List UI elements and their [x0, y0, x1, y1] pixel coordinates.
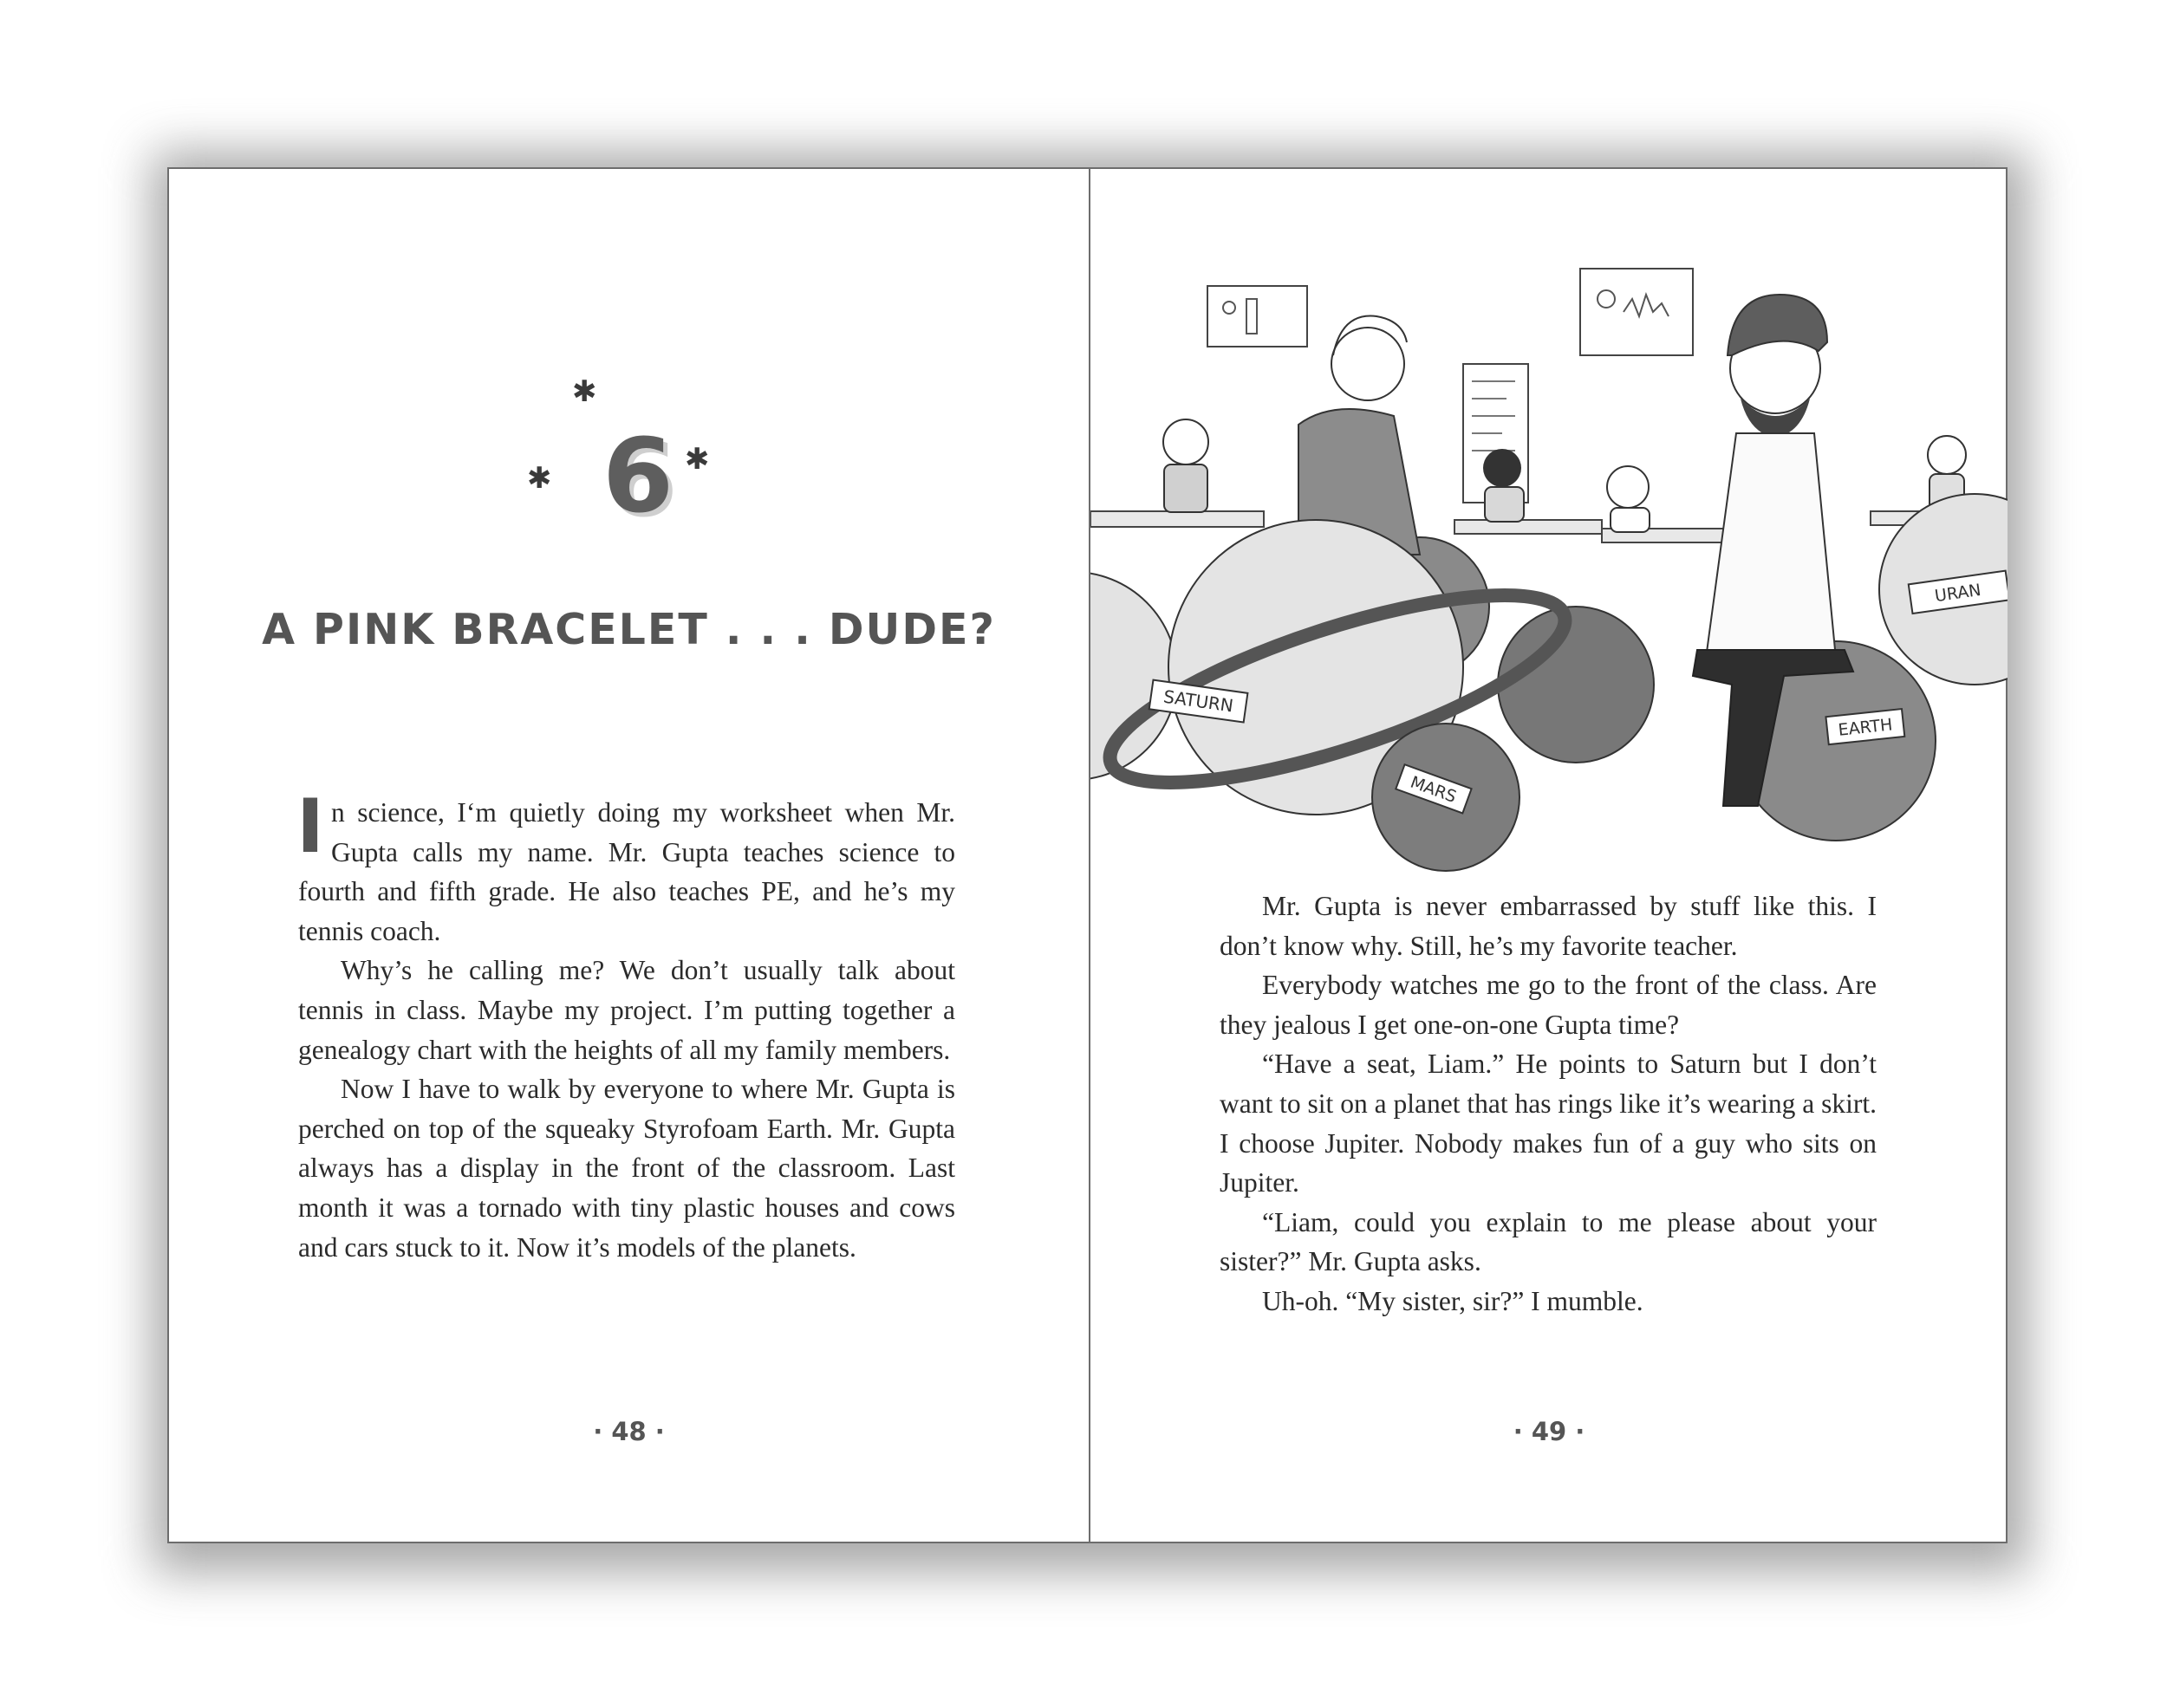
- paragraph: Mr. Gupta is never embarrassed by stuff like this. I don’t know why. Still, he’s my favorite teacher.: [1220, 891, 1877, 961]
- paragraph: Uh-oh. “My sister, sir?” I mumble.: [1262, 1285, 1643, 1316]
- left-page: [169, 169, 1089, 1542]
- earth-label: EARTH: [1837, 715, 1894, 740]
- left-body-text: [296, 783, 955, 1267]
- star-icon: ✱: [572, 374, 597, 409]
- student-head: [1163, 419, 1208, 464]
- star-icon: ✱: [685, 442, 710, 477]
- paragraph: Why’s he calling me? We don’t usually talk about tennis in class. Maybe my project. I’m putting together a genealogy chart with the heights of all my family members.: [298, 955, 955, 1065]
- right-body-text: [1220, 886, 1877, 1322]
- page-number: · 49 ·: [1513, 1417, 1585, 1446]
- paragraph: In science, I‘m quietly doing my worksheet when Mr. Gupta calls my name. Mr. Gupta teaches science to fourth and fifth grade. He also teaches PE, and he’s my tennis coach.: [296, 783, 955, 946]
- classroom-illustration: [1090, 260, 2008, 884]
- desk: [1090, 511, 1264, 527]
- drop-cap: I: [296, 783, 324, 870]
- page-number: · 48 ·: [593, 1417, 665, 1446]
- chapter-number: 6: [602, 416, 673, 536]
- student-head: [1607, 466, 1649, 508]
- paragraph: “Liam, could you explain to me please about your sister?” Mr. Gupta asks.: [1220, 1206, 1877, 1277]
- teacher-shirt: [1706, 433, 1836, 659]
- student-body: [1611, 508, 1650, 532]
- planet-model: [1090, 572, 1177, 780]
- desk: [1454, 520, 1602, 534]
- saturn-label: SATURN: [1162, 685, 1235, 717]
- planet-model: [1498, 607, 1654, 763]
- student-head: [1483, 449, 1521, 487]
- student-body: [1164, 464, 1207, 512]
- liam-head: [1331, 328, 1404, 400]
- chapter-title: A PINK BRACELET . . . DUDE?: [262, 605, 996, 654]
- mars-label: MARS: [1408, 772, 1460, 807]
- right-page: [1090, 169, 2008, 1542]
- star-icon: ✱: [527, 461, 552, 496]
- book-spread: [167, 167, 2008, 1543]
- paragraph: “Have a seat, Liam.” He points to Saturn but I don’t want to sit on a planet that has rings like it’s wearing a skirt. I choose Jupiter. Nobody makes fun of a guy who sits on Jupiter.: [1220, 1049, 1877, 1198]
- student-head: [1928, 436, 1966, 474]
- student-body: [1485, 487, 1524, 522]
- paragraph: Now I have to walk by everyone to where Mr. Gupta is perched on top of the squeaky Styrofoam Earth. Mr. Gupta always has a display in the front of the classroom. Last month it was a tornado with tiny plastic houses and cows and cars stuck to it. Now it’s models of the planets.: [298, 1074, 955, 1263]
- paragraph: Everybody watches me go to the front of the class. Are they jealous I get one-on-one Gupta time?: [1220, 970, 1877, 1040]
- uranus-label: URAN: [1933, 580, 1982, 607]
